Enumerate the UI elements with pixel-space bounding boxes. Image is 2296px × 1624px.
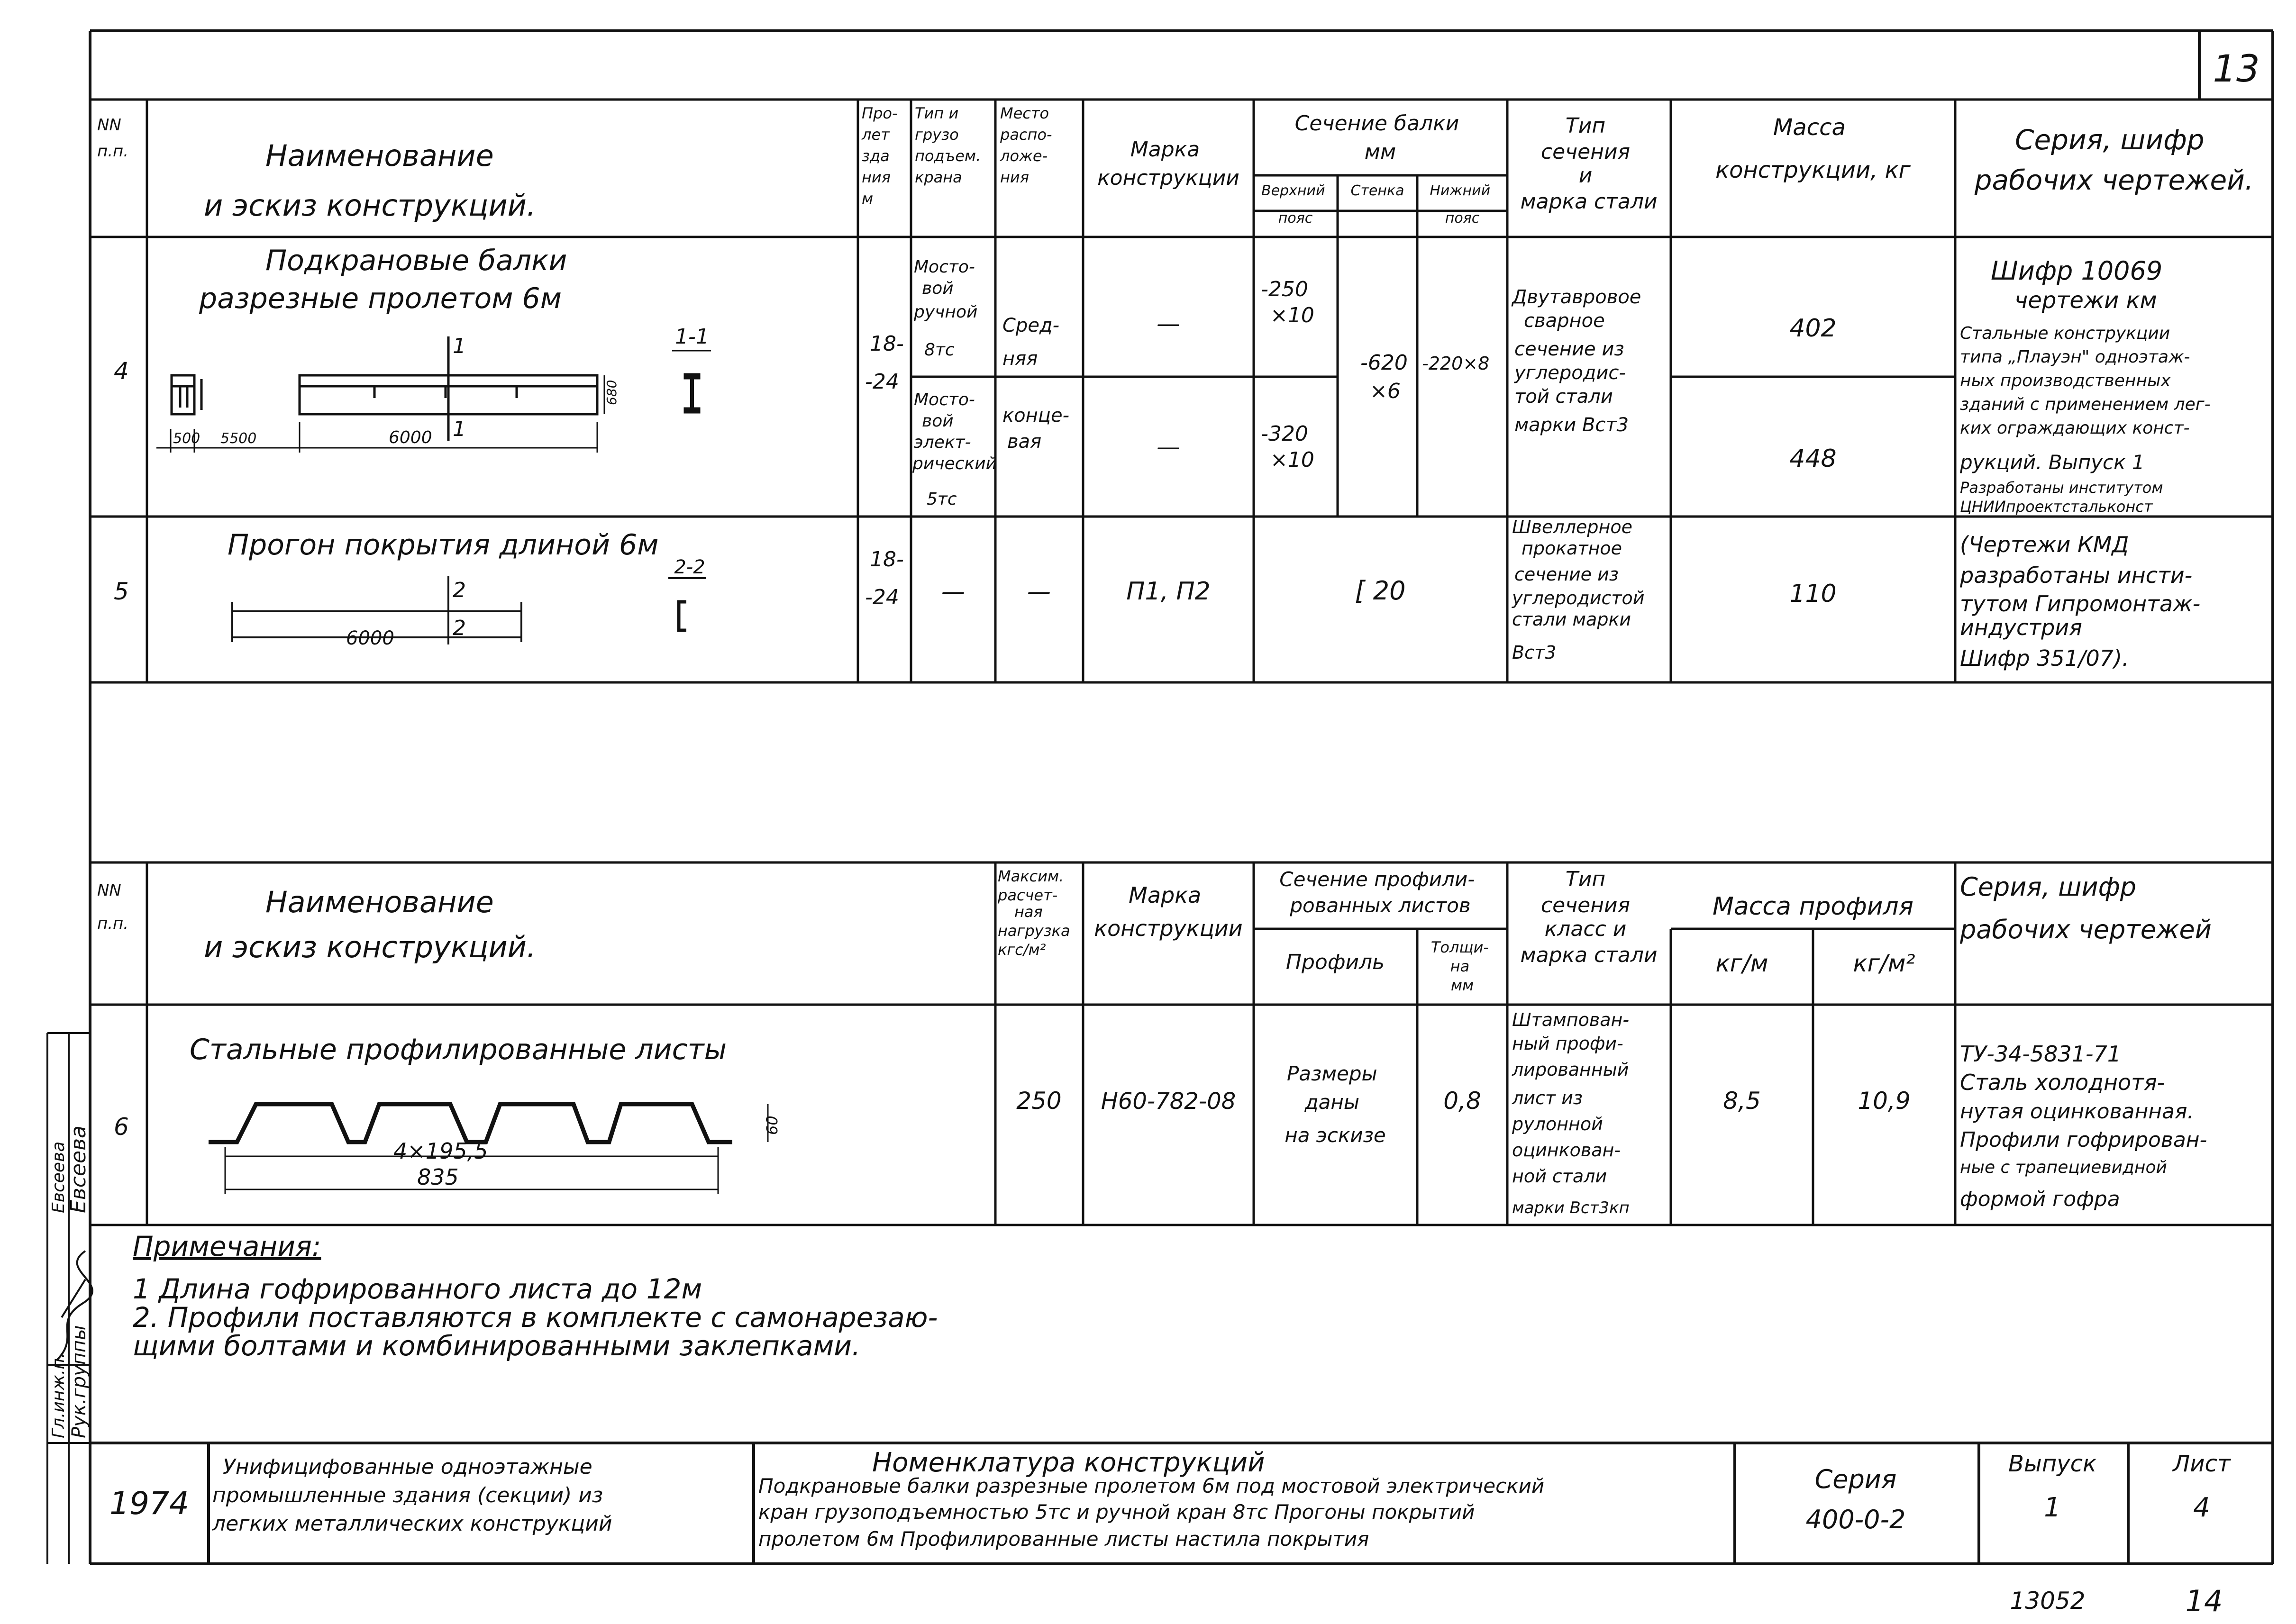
t2-header-type: Тип сечения класс и марка стали [1520, 867, 1658, 967]
row4-name: Подкрановые балки разрезные пролетом 6м [199, 244, 567, 315]
row6-kgm: 8,5 [1723, 1087, 1761, 1115]
row6-sketch-height: 60 [763, 1116, 781, 1135]
t2-header-mark: Марка конструкции [1094, 882, 1243, 941]
row4-lower: -220×8 [1422, 353, 1490, 374]
row5-sketch-mark2: 2 [453, 616, 466, 640]
side-stamp [49, 1125, 92, 1438]
title-sheet-value: 4 [2193, 1492, 2210, 1523]
header-mark: Марка конструкции [1097, 137, 1239, 190]
side-name2: Евсеева [49, 1141, 68, 1213]
header-upper: Верхний пояс [1261, 182, 1325, 227]
t2-header-series: Серия, шифр рабочих чертежей [1960, 872, 2212, 944]
table2-row-6 [114, 1009, 2214, 1217]
side-name1: Евсеева [66, 1125, 91, 1213]
row4-span: 18- -24 [865, 332, 904, 394]
row5-sketch-cut: 2-2 [674, 556, 705, 578]
t2-header-name: Наименование и эскиз конструкций. [204, 885, 536, 964]
row5-name: Прогон покрытия длиной 6м [228, 528, 659, 562]
row4-crane-bottom: Мосто- вой элект- рический 5тс [912, 390, 997, 509]
t2-header-profile: Профиль [1285, 950, 1385, 974]
row4-type: Двутавровое сварное сечение из углеродис- той стали марки Вст3 [1512, 286, 1641, 436]
t2-header-thick: Толщи- на мм [1430, 938, 1489, 994]
bottom-page: 14 [2185, 1584, 2223, 1618]
title-description: Подкрановые балки разрезные пролетом 6м под мостовой электрический кран грузоподъемностью 5тс и ручной кран 8тс Прогоны покрытий пролетом 6м Профилированные листы настила покрытия [758, 1474, 1545, 1551]
profiled-sheet-sketch [209, 1104, 732, 1142]
row5-nn: 5 [114, 578, 129, 605]
row4-upper-bottom: -320 ×10 [1261, 422, 1314, 472]
notes-lines: 1 Длина гофрированного листа до 12м 2. Профили поставляются в комплекте с самонарезаю- щими болтами и комбинированными заклепками. [133, 1273, 938, 1362]
header-mass: Масса конструкции, кг [1715, 114, 1911, 183]
title-series-value: 400-0-2 [1805, 1505, 1906, 1534]
header-nn: NN п.п. [97, 116, 129, 161]
row4-sketch-dim6000: 6000 [389, 428, 432, 447]
row5-series: (Чертежи КМД разработаны инсти- тутом Гипромонтаж- индустрия Шифр 351/07). [1960, 532, 2201, 671]
row5-type: Швеллерное прокатное сечение из углеродистой стали марки Вст3 [1512, 517, 1645, 663]
title-block [109, 1447, 2232, 1551]
archive-number: 13052 [2010, 1587, 2086, 1615]
purlin-sketch [232, 576, 706, 644]
row6-sketch-dim2: 835 [417, 1164, 459, 1190]
side-role1: Рук.группы [68, 1325, 90, 1438]
row5-crane: — [941, 578, 965, 605]
row6-sketch-dim1: 4×195,5 [393, 1138, 488, 1164]
t2-header-nn: NN п.п. [97, 881, 129, 933]
title-series-label: Серия [1814, 1464, 1897, 1494]
row4-place-bottom: конце- вая [1002, 405, 1070, 453]
header-series: Серия, шифр рабочих чертежей. [1974, 124, 2254, 196]
header-web: Стенка [1350, 182, 1404, 199]
header-span: Про- лет зда ния м [862, 104, 898, 208]
row4-series: Шифр 10069 чертежи км Стальные конструкции типа „Плауэн" одноэтаж- ных производственных зданий с применением лег- ких ограждающих конст- рукций. Выпуск 1 Разработаны институтом ЦНИИпроектстальконст [1960, 256, 2211, 516]
title-sheet-label: Лист [2173, 1451, 2231, 1477]
row5-place: — [1027, 578, 1051, 605]
t2-header-mass: Масса профиля [1713, 892, 1913, 921]
row4-sketch-dim500: 500 [173, 430, 200, 447]
page-number: 13 [2213, 48, 2260, 91]
header-section: Сечение балки мм [1294, 111, 1459, 164]
row6-load: 250 [1016, 1087, 1062, 1115]
row4-upper-top: -250 ×10 [1261, 277, 1314, 327]
title-issue-label: Выпуск [2008, 1451, 2096, 1477]
row4-mark-top: — [1157, 310, 1180, 337]
row6-kgm2: 10,9 [1858, 1087, 1911, 1115]
row6-name: Стальные профилированные листы [190, 1033, 727, 1066]
t2-header-kgm: кг/м [1715, 950, 1768, 977]
title-main: Номенклатура конструкций [872, 1447, 1265, 1478]
t2-header-section: Сечение профили- рованных листов [1279, 868, 1475, 917]
row4-sketch-cut: 1-1 [675, 325, 709, 349]
row6-nn: 6 [114, 1113, 129, 1141]
row5-mass: 110 [1789, 580, 1837, 608]
header-lower: Нижний пояс [1430, 182, 1491, 227]
header-name: Наименование и эскиз конструкций. [204, 138, 536, 223]
table1-row-4 [114, 244, 2216, 516]
title-issue-value: 1 [2044, 1492, 2061, 1523]
row4-web: -620 ×6 [1360, 351, 1408, 403]
side-stamp-grid [47, 1033, 90, 1564]
row5-sketch-dim6000: 6000 [346, 627, 394, 649]
row4-mark-bottom: — [1157, 433, 1180, 461]
row4-nn: 4 [114, 357, 129, 385]
t2-header-load: Максим. расчет- ная нагрузка кгс/м² [998, 867, 1070, 959]
t2-header-kgm2: кг/м² [1853, 950, 1915, 977]
row6-mark: Н60-782-08 [1101, 1088, 1236, 1115]
row4-crane-top: Мосто- вой ручной 8тс [914, 257, 978, 360]
row5-section: [ 20 [1355, 576, 1406, 606]
row4-sketch-height: 680 [604, 380, 620, 405]
row5-mark: П1, П2 [1126, 577, 1211, 606]
notes [133, 1230, 947, 1362]
title-project: Унифицифованные одноэтажные промышленные здания (секции) из легких металлических конструкций [212, 1455, 612, 1536]
row6-type: Штампован- ный профи- лированный лист из рулонной оцинкован- ной стали марки Вст3кп [1512, 1009, 1630, 1217]
row6-profile: Размеры даны на эскизе [1285, 1062, 1386, 1147]
row4-place-top: Сред- няя [1002, 315, 1060, 370]
side-role2: Гл.инж.п. [49, 1352, 68, 1438]
table1-header [97, 104, 2253, 227]
row6-series: ТУ-34-5831-71 Сталь холоднотя- нутая оцинкованная. Профили гофрирован- ные с трапециевидной формой гофра [1960, 1041, 2207, 1211]
row5-sketch-mark1: 2 [453, 578, 466, 602]
table1-row-5 [114, 517, 2207, 671]
row4-sketch-mark1: 1 [453, 334, 466, 358]
row4-sketch-mark2: 1 [453, 417, 466, 441]
row5-span: 18- -24 [865, 547, 904, 609]
row4-mass-top: 402 [1789, 314, 1837, 343]
header-crane: Тип и грузо подъем. крана [915, 104, 981, 186]
row6-thick: 0,8 [1443, 1087, 1481, 1115]
title-year: 1974 [109, 1485, 189, 1522]
header-place: Место распо- ложе- ния [1000, 104, 1052, 186]
header-type: Тип сечения и марка стали [1520, 114, 1658, 214]
row4-sketch-dim5500: 5500 [220, 430, 257, 447]
row4-mass-bottom: 448 [1789, 445, 1837, 473]
notes-title: Примечания: [133, 1230, 321, 1262]
table2-header [97, 867, 2212, 994]
